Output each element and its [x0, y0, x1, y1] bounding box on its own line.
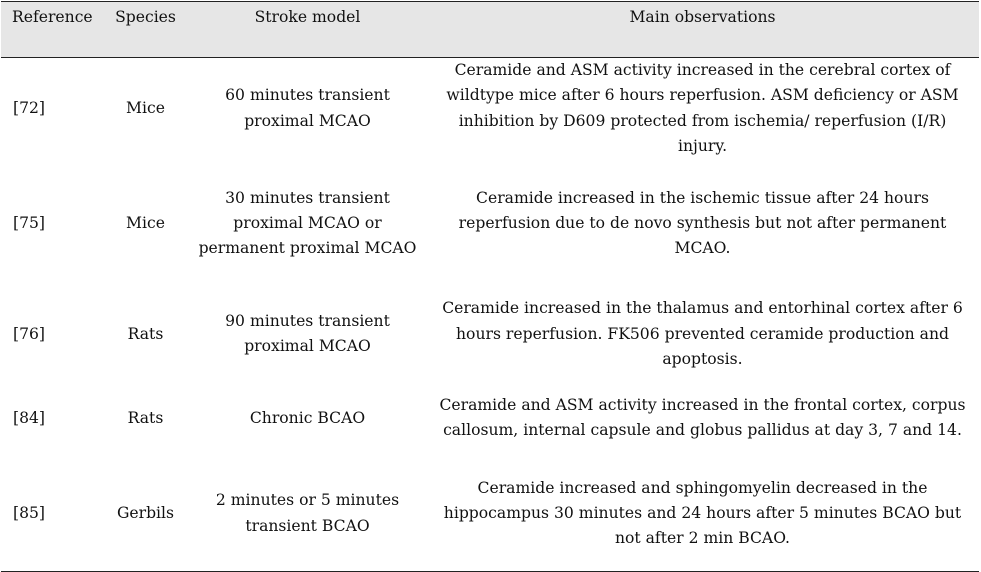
cell-reference: [75] [13, 214, 46, 233]
cell-stroke-model: 90 minutes transient proximal MCAO [225, 311, 390, 356]
table-row [1, 159, 979, 288]
header-stroke-model: Stroke model [189, 2, 426, 58]
cell-reference: [72] [13, 98, 46, 117]
cell-observations: Ceramide increased and sphingomyelin decreased in the hippocampus 30 minutes and 24 hours after 5 minutes BCAO but not after 2 min BCAO. [426, 456, 979, 572]
table-header [1, 2, 979, 58]
header-species: Species [102, 2, 189, 58]
cell-stroke-model: 2 minutes or 5 minutes transient BCAO [189, 456, 426, 572]
cell-species: Rats [127, 324, 164, 343]
cell-observations: Ceramide and ASM activity increased in the frontal cortex, corpus callosum, internal capsule and globus pallidus at day 3, 7 and 14. [439, 395, 966, 440]
cell-species: Gerbils [102, 456, 189, 572]
cell-observations: Ceramide and ASM activity increased in the cerebral cortex of wildtype mice after 6 hours reperfusion. ASM deficiency or ASM inhibition by D609 protected from ischemia/ reperfusion (I/R) injury. [446, 61, 959, 155]
header-main-observations: Main observations [426, 2, 979, 58]
cell-reference: [76] [13, 324, 46, 343]
cell-species: Rats [127, 408, 164, 427]
table-row [1, 58, 979, 160]
cell-species: Mice [126, 98, 165, 117]
cell-stroke-model: Chronic BCAO [249, 408, 366, 427]
cell-reference: [84] [13, 408, 46, 427]
cell-observations: Ceramide increased in the ischemic tissue after 24 hours reperfusion due to de novo synthesis but not after permanent MCAO. [458, 188, 947, 258]
header-row [1, 2, 979, 58]
stroke-models-table-container [1, 1, 979, 572]
table-row [1, 456, 979, 572]
table-row [1, 380, 979, 456]
cell-stroke-model: 60 minutes transient proximal MCAO [225, 86, 390, 130]
table-body [1, 58, 979, 572]
cell-reference: [85] [1, 456, 102, 572]
cell-stroke-model: 30 minutes transient proximal MCAO or permanent proximal MCAO [198, 188, 417, 258]
stroke-models-table [1, 1, 979, 572]
cell-observations: Ceramide increased in the thalamus and entorhinal cortex after 6 hours reperfusion. FK506 prevented ceramide production and apoptosis. [442, 299, 963, 368]
header-reference: Reference [1, 2, 102, 58]
table-row [1, 288, 979, 380]
cell-species: Mice [126, 214, 165, 233]
